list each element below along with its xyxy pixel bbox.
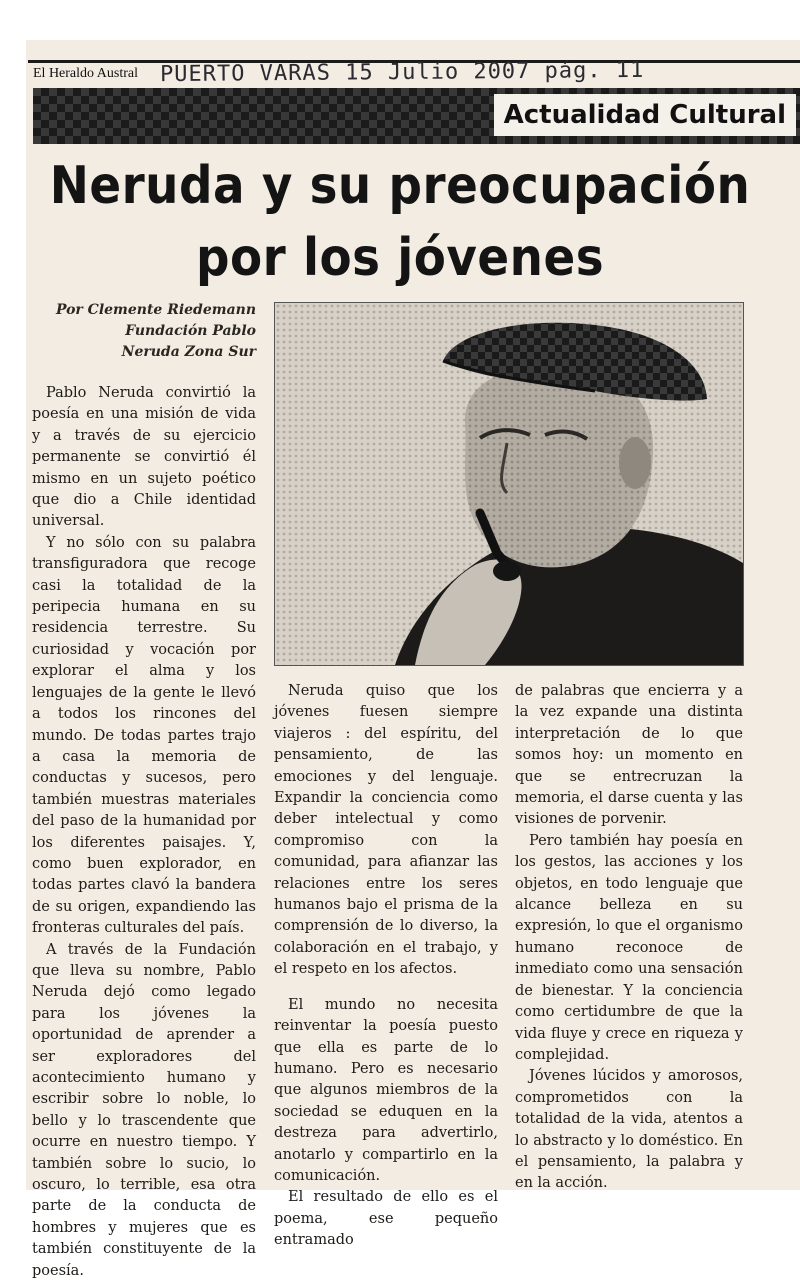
article-column-3	[515, 681, 743, 1195]
headline	[30, 150, 770, 294]
byline-org-2: Neruda Zona Sur	[121, 344, 256, 360]
paragraph: Pablo Neruda convirtió la poesía en una misión de vida y a través de su ejercicio permanente se convirtió él mismo en un sujeto poético que dio a Chile identidad universal.	[32, 385, 256, 530]
byline	[40, 300, 256, 363]
paragraph: A través de la Fundación que lleva su nombre, Pablo Neruda dejó como legado para los jóvenes la oportunidad de aprender a ser exploradores del acontecimiento humano y escribir sobre lo noble, lo bello y lo trascendente que ocurre en nuestro tiempo. Y también sobre lo sucio, lo oscuro, lo terrible, esa otra parte de la conducta de hombres y mujeres que es también constituyente de la poesía.	[32, 941, 256, 1279]
paragraph: Pero también hay poesía en los gestos, las acciones y los objetos, en todo lenguaje que alcance belleza en su expresión, lo que el organismo humano reconoce de inmediato como una sensación de bienestar. Y la conciencia como certidumbre de que la vida fluye y crece en riqueza y complejidad.	[515, 832, 743, 1063]
paragraph: Jóvenes lúcidos y amorosos, comprometidos con la totalidad de la vida, atentos a lo abstracto y lo doméstico. En el pensamiento, la palabra y en la acción.	[515, 1068, 743, 1192]
headline-line-1: Neruda y su preocupación	[49, 156, 751, 216]
paragraph: de palabras que encierra y a la vez expande una distinta interpretación de lo que somos hoy: un momento en que se entrecruzan la memoria, el darse cuenta y las visiones de porvenir.	[515, 683, 743, 828]
section-label: Actualidad Cultural	[494, 94, 796, 136]
article-column-1	[32, 383, 256, 1282]
byline-org-1: Fundación Pablo	[125, 323, 256, 339]
article-column-2	[274, 681, 498, 1252]
masthead: El Heraldo Austral	[33, 66, 138, 81]
portrait-photo	[274, 302, 744, 666]
portrait-illustration	[275, 303, 743, 665]
paragraph: Neruda quiso que los jóvenes fuesen siempre viajeros : del espíritu, del pensamiento, de las emociones y del lenguaje. Expandir la conciencia como deber intelectual y como compromiso con la comunidad, para afianzar las relaciones entre los seres humanos bajo el prisma de la comprensión de lo diverso, la colaboración en el trabajo, y el respeto en los afectos.	[274, 683, 498, 978]
paragraph: El mundo no necesita reinventar la poesía puesto que ella es parte de lo humano. Pero es necesario que algunos miembros de la sociedad se eduquen en la destreza para advertirlo, anotarlo y compartirlo en la comunicación.	[274, 996, 498, 1184]
byline-author: Por Clemente Riedemann	[55, 302, 256, 318]
paragraph: Y no sólo con su palabra transfiguradora que recoge casi la totalidad de la peripecia humana en su residencia terrestre. Su curiosidad y vocación por explorar el alma y los lenguajes de la gente le llevó a todos los rincones del mundo. De todas partes trajo a casa la memoria de conductas y sucesos, pero también muestras materiales del paso de la humanidad por los diferentes paisajes. Y, como buen explorador, en todas partes clavó la bandera de su origen, expandiendo las fronteras culturales del país.	[32, 534, 256, 937]
headline-line-2: por los jóvenes	[195, 228, 605, 288]
handwritten-note: PUERTO VARAS 15 Julio 2007 pág. 11	[159, 57, 645, 88]
paragraph: El resultado de ello es el poema, ese pequeño entramado	[274, 1189, 498, 1249]
